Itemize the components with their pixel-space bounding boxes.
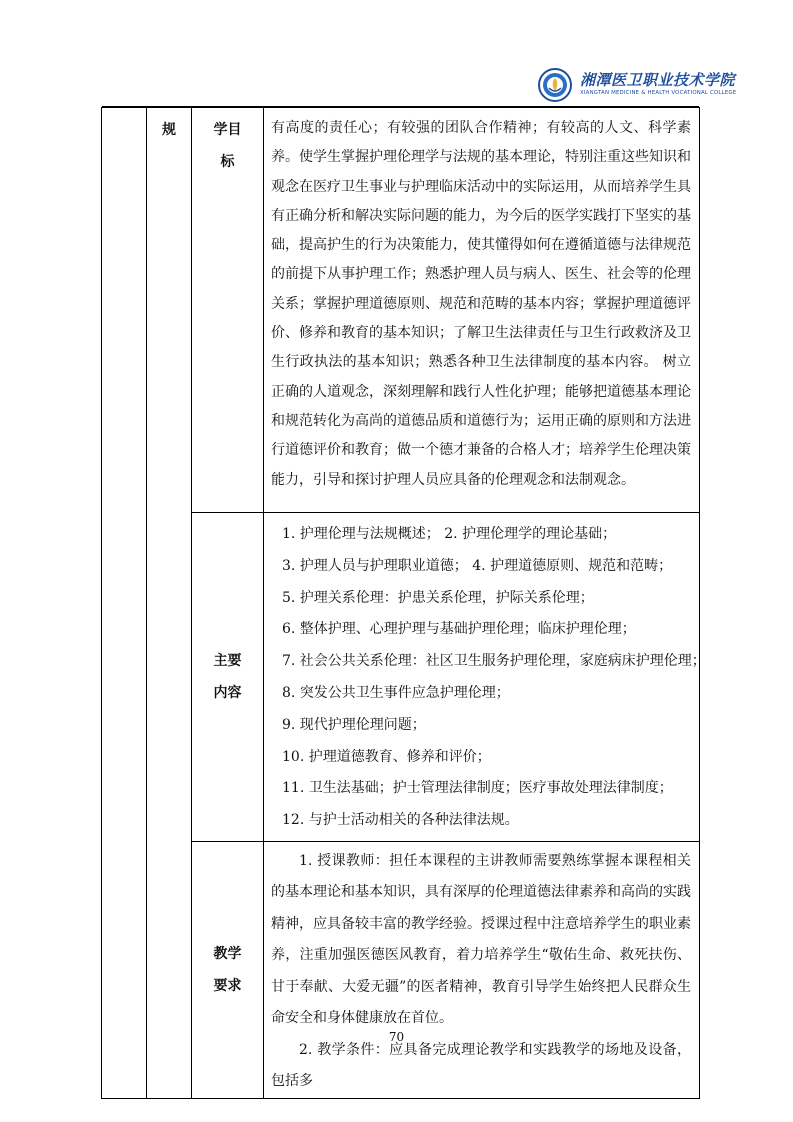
content-item: 11. 卫生法基础；护士管理法律制度；医疗事故处理法律制度； <box>282 780 673 797</box>
objective-text: 有高度的责任心；有较强的团队合作精神；有较高的人文、科学素养。使学生掌握护理伦理学与法规的基本理论，特别注重这些知识和观念在医疗卫生事业与护理临床活动中的实际运用，从而培养学生具有正确分析和解决实际问题的能力，为今后的医学实践打下坚实的基础，提高护生的行为决策能力，使其懂得如何在遵循道德与法律规范的前提下从事护理工作；熟悉护理人员与病人、医生、社会等的伦理关系；掌握护理道德原则、规范和范畴的基本内容；掌握护理道德评价、修养和教育的基本知识；了解卫生法律责任与卫生行政救济及卫生行政执法的基本知识；熟悉各种卫生法律制度的基本内容。 树立正确的人道观念，深刻理解和践行人性化护理；能够把道德基本理论和规范转化为高尚的道德品质和道德行为；运用正确的原则和方法进行道德评价和教育；做一个德才兼备的合格人才；培养学生伦理决策能力，引导和探讨护理人员应具备的伦理观念和法制观念。 <box>271 120 691 488</box>
school-emblem-icon <box>538 68 572 102</box>
content-label-line1: 主要 <box>213 652 242 669</box>
content-list <box>264 513 706 841</box>
school-logo <box>538 68 737 102</box>
content-item: 6. 整体护理、心理护理与基础护理伦理；临床护理伦理； <box>282 621 636 638</box>
section-label: 规 <box>162 122 176 138</box>
content-item: 9. 现代护理伦理问题； <box>282 716 426 733</box>
page-number: 70 <box>388 1030 405 1044</box>
requirements-row <box>102 841 700 1098</box>
content-label-line2: 内容 <box>213 684 242 701</box>
objective-label-cell <box>192 108 264 513</box>
requirements-label-line2: 要求 <box>213 977 242 994</box>
content-item: 7. 社会公共关系伦理：社区卫生服务护理伦理，家庭病床护理伦理； <box>282 653 706 670</box>
requirements-label-cell <box>192 841 264 1098</box>
school-name-en: XIANGTAN MEDICINE & HEALTH VOCATIONAL COLLEGE <box>580 90 737 96</box>
objective-text-cell <box>264 108 700 513</box>
school-name-cn: 湘潭医卫职业技术学院 <box>580 71 736 89</box>
content-row <box>102 513 700 842</box>
content-item: 8. 突发公共卫生事件应急护理伦理； <box>282 684 510 701</box>
objective-row <box>102 108 700 513</box>
content-item: 10. 护理道德教育、修养和评价； <box>282 748 491 765</box>
requirements-text-cell <box>264 841 700 1098</box>
content-item: 12. 与护士活动相关的各种法律法规。 <box>282 812 519 829</box>
requirements-para-2: 2. 教学条件：应具备完成理论教学和实践教学的场地及设备，包括多 <box>271 1041 691 1090</box>
requirements-para-1: 1. 授课教师：担任本课程的主讲教师需要熟练掌握本课程相关的基本理论和基本知识，具有深厚的伦理道德法律素养和高尚的实践精神，应具备较丰富的教学经验。授课过程中注意培养学生的职业素养，注重加强医德医风教育，着力培养学生“敬佑生命、救死扶伤、甘于奉献、大爱无疆”的医者精神，教育引导学生始终把人民群众生命安全和身体健康放在首位。 <box>271 852 691 1027</box>
content-item: 5. 护理关系伦理：护患关系伦理，护际关系伦理； <box>282 589 594 606</box>
objective-label-line1: 学目 <box>213 122 242 138</box>
content-item: 1. 护理伦理与法规概述； 2. 护理伦理学的理论基础； <box>282 526 617 542</box>
requirements-label-line1: 教学 <box>213 945 242 962</box>
objective-label-line2: 标 <box>220 154 235 170</box>
content-label-cell <box>192 513 264 842</box>
empty-left-cell <box>102 108 147 1099</box>
content-list-cell <box>264 513 706 842</box>
course-table <box>101 107 706 1099</box>
content-item: 3. 护理人员与护理职业道德； 4. 护理道德原则、规范和范畴； <box>282 557 673 574</box>
section-label-cell <box>147 108 192 1099</box>
